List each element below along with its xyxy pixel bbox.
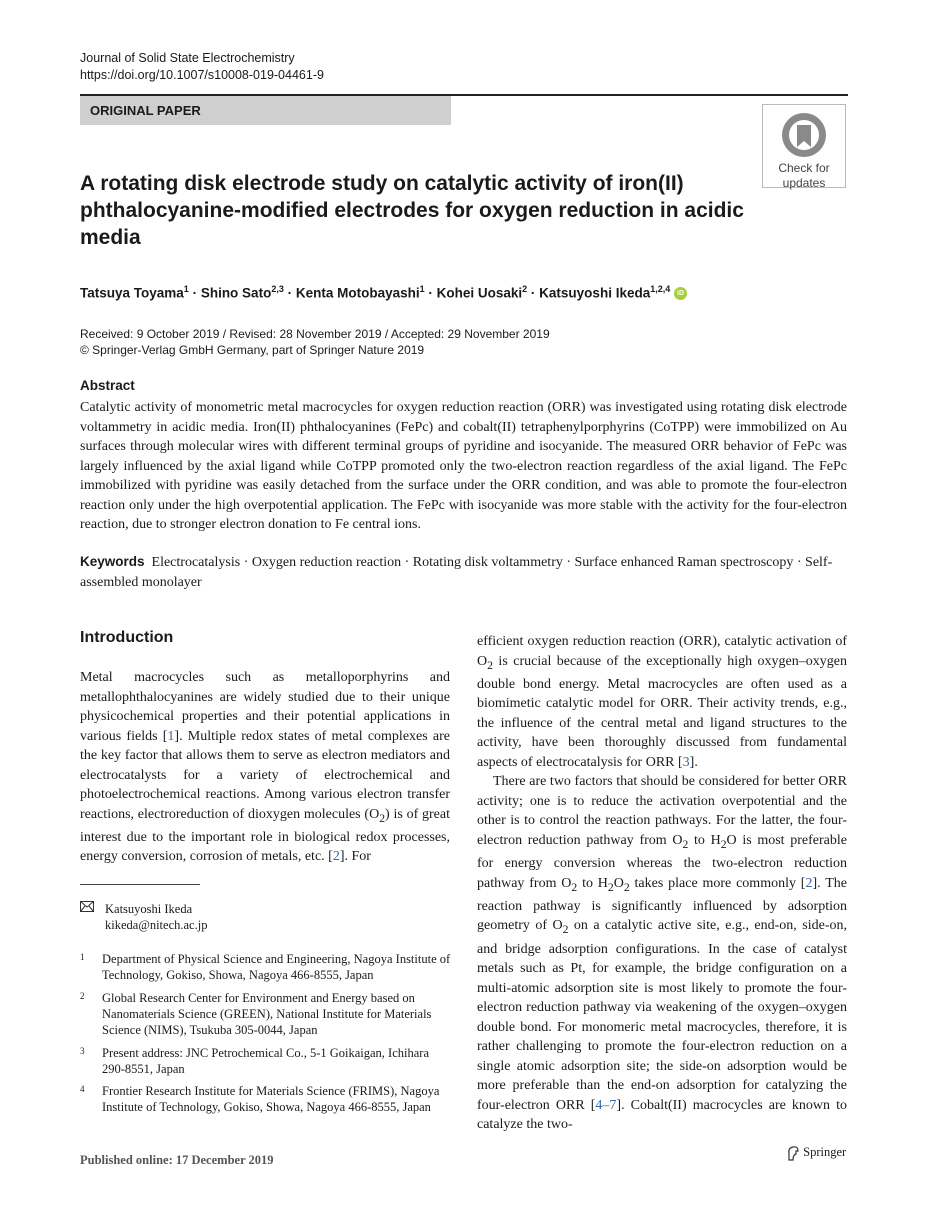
author-affiliation: 2,3 [271,284,284,294]
envelope-icon [80,901,94,912]
corresponding-name: Katsuyoshi Ikeda [105,902,193,916]
abstract-text: Catalytic activity of monometric metal macrocycles for oxygen reduction reaction (ORR) was investigated using rotating disk electrode voltammetry in acidic media. Iron(II) phthalocyanines (FePc) and cobalt(II) tetraphenylporphyrins (CoTPP) were immobilized on Au surfaces through molecular wires with different terminal groups of pyridine and isocyanide. The measured ORR behavior of FePc was largely influenced by the axial ligand while CoTPP promoted only the two-electron reaction regardless of the axial ligand. The FePc immobilized with pyridine was easily detached from the surface under the ORR condition, and was able to promote the four-electron reaction only under the high overpotential application. The FePc with isocyanide was more stable with the activity for the four-electron reaction, due to stronger electron donation to Fe central ions. [80,400,847,532]
footnote-rule [80,884,200,885]
orcid-icon[interactable]: iD [674,287,687,300]
dates-line: Received: 9 October 2019 / Revised: 28 November 2019 / Accepted: 29 November 2019 [80,327,550,341]
keywords-text: Electrocatalysis · Oxygen reduction reaction · Rotating disk voltammetry · Surface enhanced Raman spectroscopy · Self-assembled monolayer [80,555,833,590]
intro-column-right [477,632,847,1135]
bookmark-ribbon-icon [780,111,828,159]
intro-paragraph: There are two factors that should be considered for better ORR activity; one is to reduce the activation overpotential and the other is to control the reaction pathways. For the latter, the four-electron reduction pathway from $O_2$ to $H_2O$ is most preferable for energy conversion whereas the two-electron reduction pathway from $O_2$ to $H_2O_2$ takes place more commonly [2]. The reaction pathway is significantly influenced by adsorption geometry of $O_2$ on a catalytic active site, e.g., end-on, side-on, and bridge adsorption configurations. In the case of catalyst metals such as Pt, for example, the bridge configuration on a multi-atomic adsorption site is most likely to promote the four-electron reduction pathway via weakening of the oxygen–oxygen double bond. For monomeric metal macrocycles, therefore, it is rather challenging to promote the four-electron reduction on a single atomic adsorption site; the side-on adsorption would be more preferable than the end-on adsorption for catalyzing the four-electron ORR [4–7]. Cobalt(II) macrocycles are known to catalyze the two- [477,774,847,1133]
corresponding-email[interactable]: kikeda@nitech.ac.jp [105,918,208,932]
intro-column-left [80,668,450,867]
keywords-heading: Keywords [80,554,145,569]
check-updates-line2: updates [782,176,826,190]
author-list: Tatsuya Toyama$^1$ · Shino Sato$^{2,3}$ · Kenta Motobayashi$^1$ · Kohei Uosaki$^2$ · Katsuyoshi Ikeda$^{1,2,4}$ iD [80,279,800,304]
keywords-block [80,552,847,592]
check-updates-line1: Check for [778,161,830,175]
publisher-name: Springer [803,1145,847,1159]
citation-link[interactable]: 2 [805,875,813,891]
author-affiliation: 1 [183,284,189,294]
citation-link[interactable]: 2 [332,849,340,865]
published-online: Published online: 17 December 2019 [80,1153,274,1167]
springer-horse-icon [786,1145,800,1161]
copyright-line: © Springer-Verlag GmbH Germany, part of Springer Nature 2019 [80,343,425,357]
paper-type-banner: ORIGINAL PAPER [80,96,451,125]
introduction-heading: Introduction [80,629,174,646]
check-for-updates-badge[interactable] [762,104,846,188]
journal-header [80,50,324,84]
author-name[interactable]: Kohei Uosaki [436,285,523,301]
author-affiliation: 1 [419,284,425,294]
citation-link[interactable]: 3 [682,754,690,770]
citation-link[interactable]: 4–7 [595,1097,617,1113]
abstract-heading: Abstract [80,378,135,393]
author-name[interactable]: Shino Sato [200,285,272,301]
author-affiliation: 1,2,4 [650,284,671,294]
author-affiliation: 2 [522,284,528,294]
doi-link[interactable]: https://doi.org/10.1007/s10008-019-04461-9 [80,68,324,82]
author-name[interactable]: Tatsuya Toyama [80,285,184,301]
intro-paragraph: Metal macrocycles such as metalloporphyrins and metallophthalocyanines are widely studied due to their unique physicochemical properties and their potential applications in various fields [1]. Multiple redox states of metal complexes are the key factor that allows them to serve as electron mediators and electrocatalysts for a variety of electrochemical and photoelectrochemical reactions. Among various electron transfer reactions, electroreduction of dioxygen molecules $(O_2)$ is of great interest due to the important role in biological redox processes, energy conversion, corrosion of metals, etc. [2]. For [80,670,450,865]
publisher-logo [786,1145,846,1161]
article-history [80,326,550,358]
paper-title: A rotating disk electrode study on catalytic activity of iron(II) phthalocyanine-modified electrodes for oxygen reduction in acidic media [80,172,744,249]
intro-paragraph: efficient oxygen reduction reaction (ORR), catalytic activation of $O_2$ is crucial because of the exceptionally high oxygen–oxygen double bond energy. Metal macrocycles are often used as a biomimetic catalytic model for ORR. Their activity trends, e.g., the influence of the central metal and ligand structures to the activity, have been thoroughly discussed from fundamental aspects of electrocatalysis for ORR [3]. [477,634,847,770]
author-name[interactable]: Kenta Motobayashi [295,285,420,301]
author-name[interactable]: Katsuyoshi Ikeda [539,285,651,301]
journal-name: Journal of Solid State Electrochemistry [80,51,295,65]
citation-link[interactable]: 1 [167,728,175,744]
